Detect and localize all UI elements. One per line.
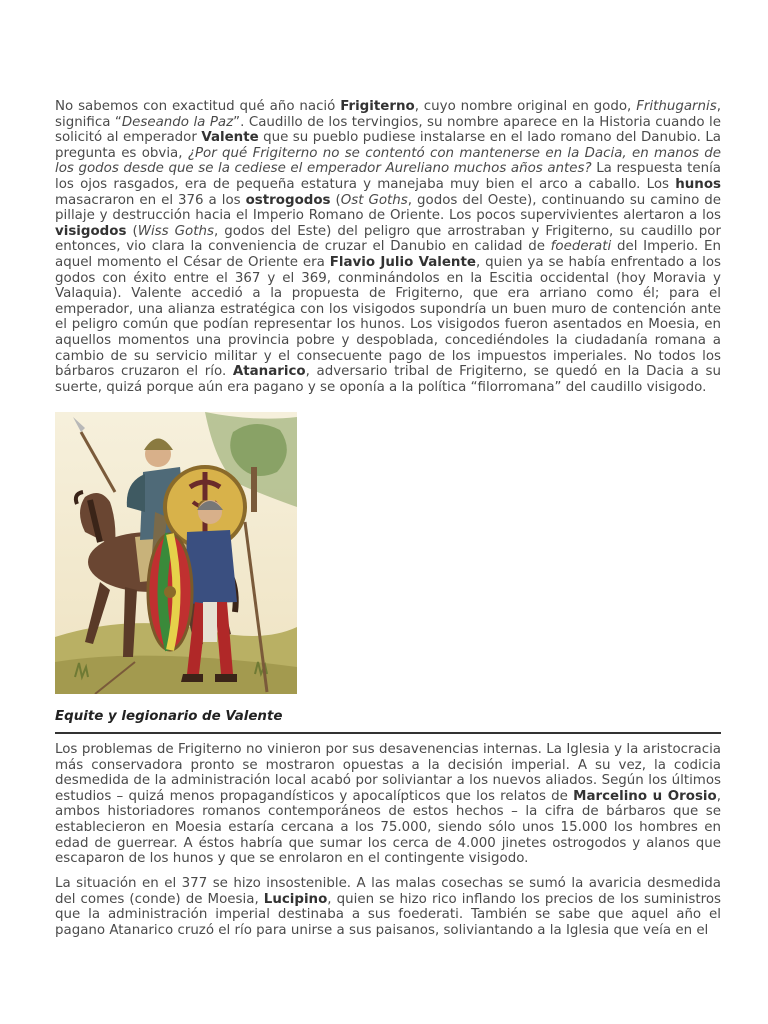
italic-question: ¿Por qué Frigiterno no se contentó con mantenerse en la Dacia, en manos de los godos desde que se la cediese el emperador Aureliano muchos años antes? <box>55 145 721 177</box>
bold-term: hunos <box>675 176 721 192</box>
text-run: La respuesta tenía los ojos rasgados, era de pequeña estatura y manejaba muy bien el arco a caballo. Los <box>55 161 722 192</box>
italic-term: Wiss Goths <box>137 223 214 239</box>
text-run: que su pueblo pudiese instalarse en el lado romano del Danubio. La pregunta es obvia, <box>55 130 721 161</box>
text-run: , quien ya se había enfrentado a los godos con éxito entre el 367 y el 369, conminándolos en la Escitia occidental (hoy Moravia y Valaquia). Valente accedió a la propuesta de Frigiterno, que era arriano como él; para el emperador, una alianza estratégica con los visigodos supondría un buen muro de contención ante el peligro común que podían representar los hunos. Los visigodos fueron asentados en Moesia, en aquellos momentos una provincia pobre y despoblada, concediéndoles la ciudadanía romana a cambio de su servicio militar y el consecuente pago de los impuestos imperiales. No todos los bárbaros cruzaron el río. <box>55 254 721 380</box>
bold-term: Frigiterno <box>340 99 415 114</box>
text-run: , significa “ <box>55 99 721 130</box>
text-run: , godos del Oeste), continuando su camino de pillaje y destrucción hacia el Imperio Romano de Oriente. Los pocos supervivientes alertaron a los <box>55 192 721 224</box>
text-run: No sabemos con exactitud qué año nació <box>55 99 341 114</box>
bold-term: Valente <box>201 130 259 146</box>
figure-caption: Equite y legionario de Valente <box>55 709 283 724</box>
text-run: ( <box>126 223 138 239</box>
text-run: masacraron en el 376 a los <box>55 192 246 208</box>
bold-term: Atanarico <box>232 364 306 380</box>
bold-term: ostrogodos <box>245 192 331 208</box>
paragraph-frigiterno-problems <box>55 742 721 867</box>
text-run: Los problemas de Frigiterno no vinieron por sus desavenencias internas. La Iglesia y la aristocracia más conservadora pronto se mostraron opuestas a la decisión imperial. A su vez, la codicia desmedida de la administración local acabó por soliviantar a los nuevos aliados. Según los últimos estudios – quizá menos propagandísticos y apocalípticos que los relatos de <box>55 742 721 804</box>
text-run: , quien se hizo rico inflando los precios de los suministros que la administración imperial destinaba a sus foederati. También se sabe que aquel año el pagano Atanarico cruzó el río para unirse a sus paisanos, soliviantando a la Iglesia que veía en el <box>55 891 721 938</box>
caption-divider <box>55 732 721 734</box>
text-run: La situación en el 377 se hizo insostenible. A las malas cosechas se sumó la avaricia desmedida del comes (conde) de Moesia, <box>55 876 721 907</box>
text-run: ”. Caudillo de los tervingios, su nombre aparece en la Historia cuando le solicitó al emperador <box>55 114 721 146</box>
text-run: del Imperio. En aquel momento el César de Oriente era <box>55 239 721 270</box>
italic-term: Deseando la Paz <box>121 114 234 130</box>
text-run: ( <box>330 192 341 208</box>
italic-term: foederati <box>550 239 612 255</box>
bold-term: Lucipino <box>263 891 328 907</box>
text-run: , ambos historiadores romanos contemporáneos de estos hechos – la cifra de bárbaros que se establecieron en Moesia estaría cercana a los 75.000, siendo sólo unos 15.000 los hombres en edad de guerrear. A éstos habría que sumar los cerca de 4.000 jinetes ostrogodos y alanos que escaparon de los hunos y que se enrolaron en el contingente visigodo. <box>55 788 721 867</box>
bold-term: visigodos <box>55 223 127 239</box>
text-run: , godos del Este) del peligro que arrostraban y Frigiterno, su caudillo por entonces, vio clara la conveniencia de cruzar el Danubio en calidad de <box>55 223 721 255</box>
text-run: , adversario tribal de Frigiterno, se quedó en la Dacia a su suerte, quizá porque aún era pagano y se oponía a la política “filorromana” del caudillo visigodo. <box>55 364 721 395</box>
illustration-rider-and-legionary <box>55 412 297 694</box>
paragraph-situation-377 <box>55 876 721 938</box>
italic-term: Ost Goths <box>340 192 408 208</box>
bold-term: Marcelino u Orosio <box>573 788 717 804</box>
italic-term: Frithugarnis <box>636 99 717 114</box>
text-run: , cuyo nombre original en godo, <box>414 99 637 114</box>
bold-term: Flavio Julio Valente <box>329 254 476 270</box>
paragraph-frigiterno-origins <box>55 99 721 395</box>
